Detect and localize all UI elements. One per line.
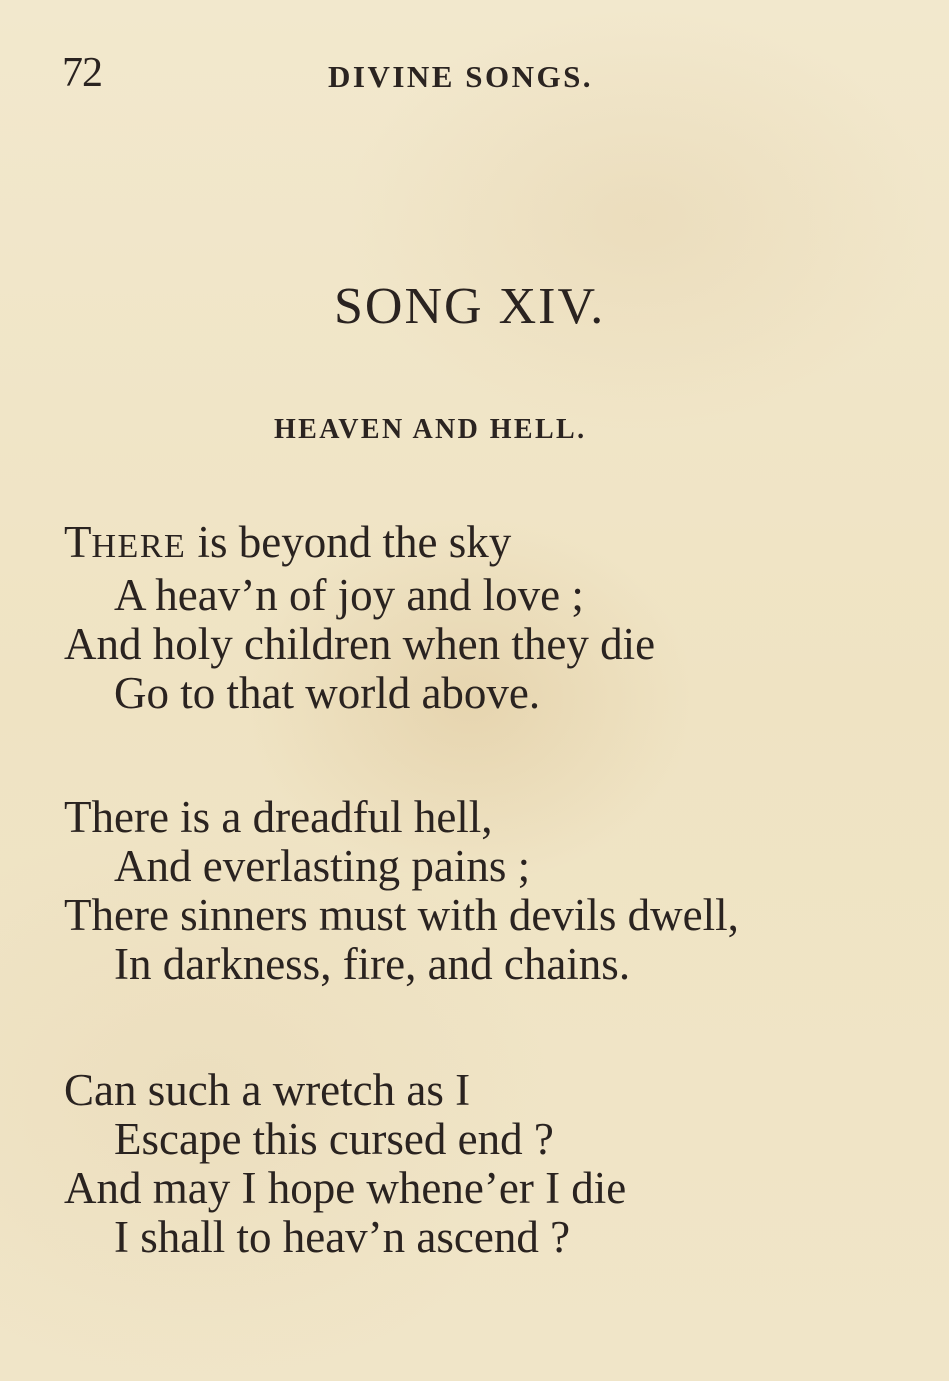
verse-line: And may I hope whene’er I die <box>64 1163 627 1213</box>
verse-line: There is a dreadful hell, <box>64 792 493 842</box>
drop-small-cap: T <box>64 517 92 567</box>
verse-line: And everlasting pains ; <box>114 841 531 891</box>
song-subtitle: HEAVEN AND HELL. <box>274 414 587 445</box>
song-title: SONG XIV. <box>334 278 606 335</box>
verse-line: Go to that world above. <box>114 668 541 718</box>
verse-line: And holy children when they die <box>64 619 656 669</box>
verse-line <box>64 518 924 571</box>
running-head: DIVINE SONGS. <box>328 59 594 94</box>
stanza-3 <box>64 1066 924 1262</box>
page-header <box>0 50 949 100</box>
page-number: 72 <box>62 50 102 96</box>
verse-line: Escape this cursed end ? <box>114 1114 554 1164</box>
verse-line: In darkness, fire, and chains. <box>114 939 631 989</box>
verse-line: There sinners must with devils dwell, <box>64 890 739 940</box>
stanza-2 <box>64 793 924 989</box>
stanza-1 <box>64 518 924 718</box>
small-caps-word: HERE <box>91 528 187 565</box>
verse-line: I shall to heav’n ascend ? <box>114 1212 571 1262</box>
verse-line: A heav’n of joy and love ; <box>114 570 584 620</box>
verse-line: Can such a wretch as I <box>64 1065 471 1115</box>
verse-line-text: is beyond the sky <box>186 517 512 567</box>
